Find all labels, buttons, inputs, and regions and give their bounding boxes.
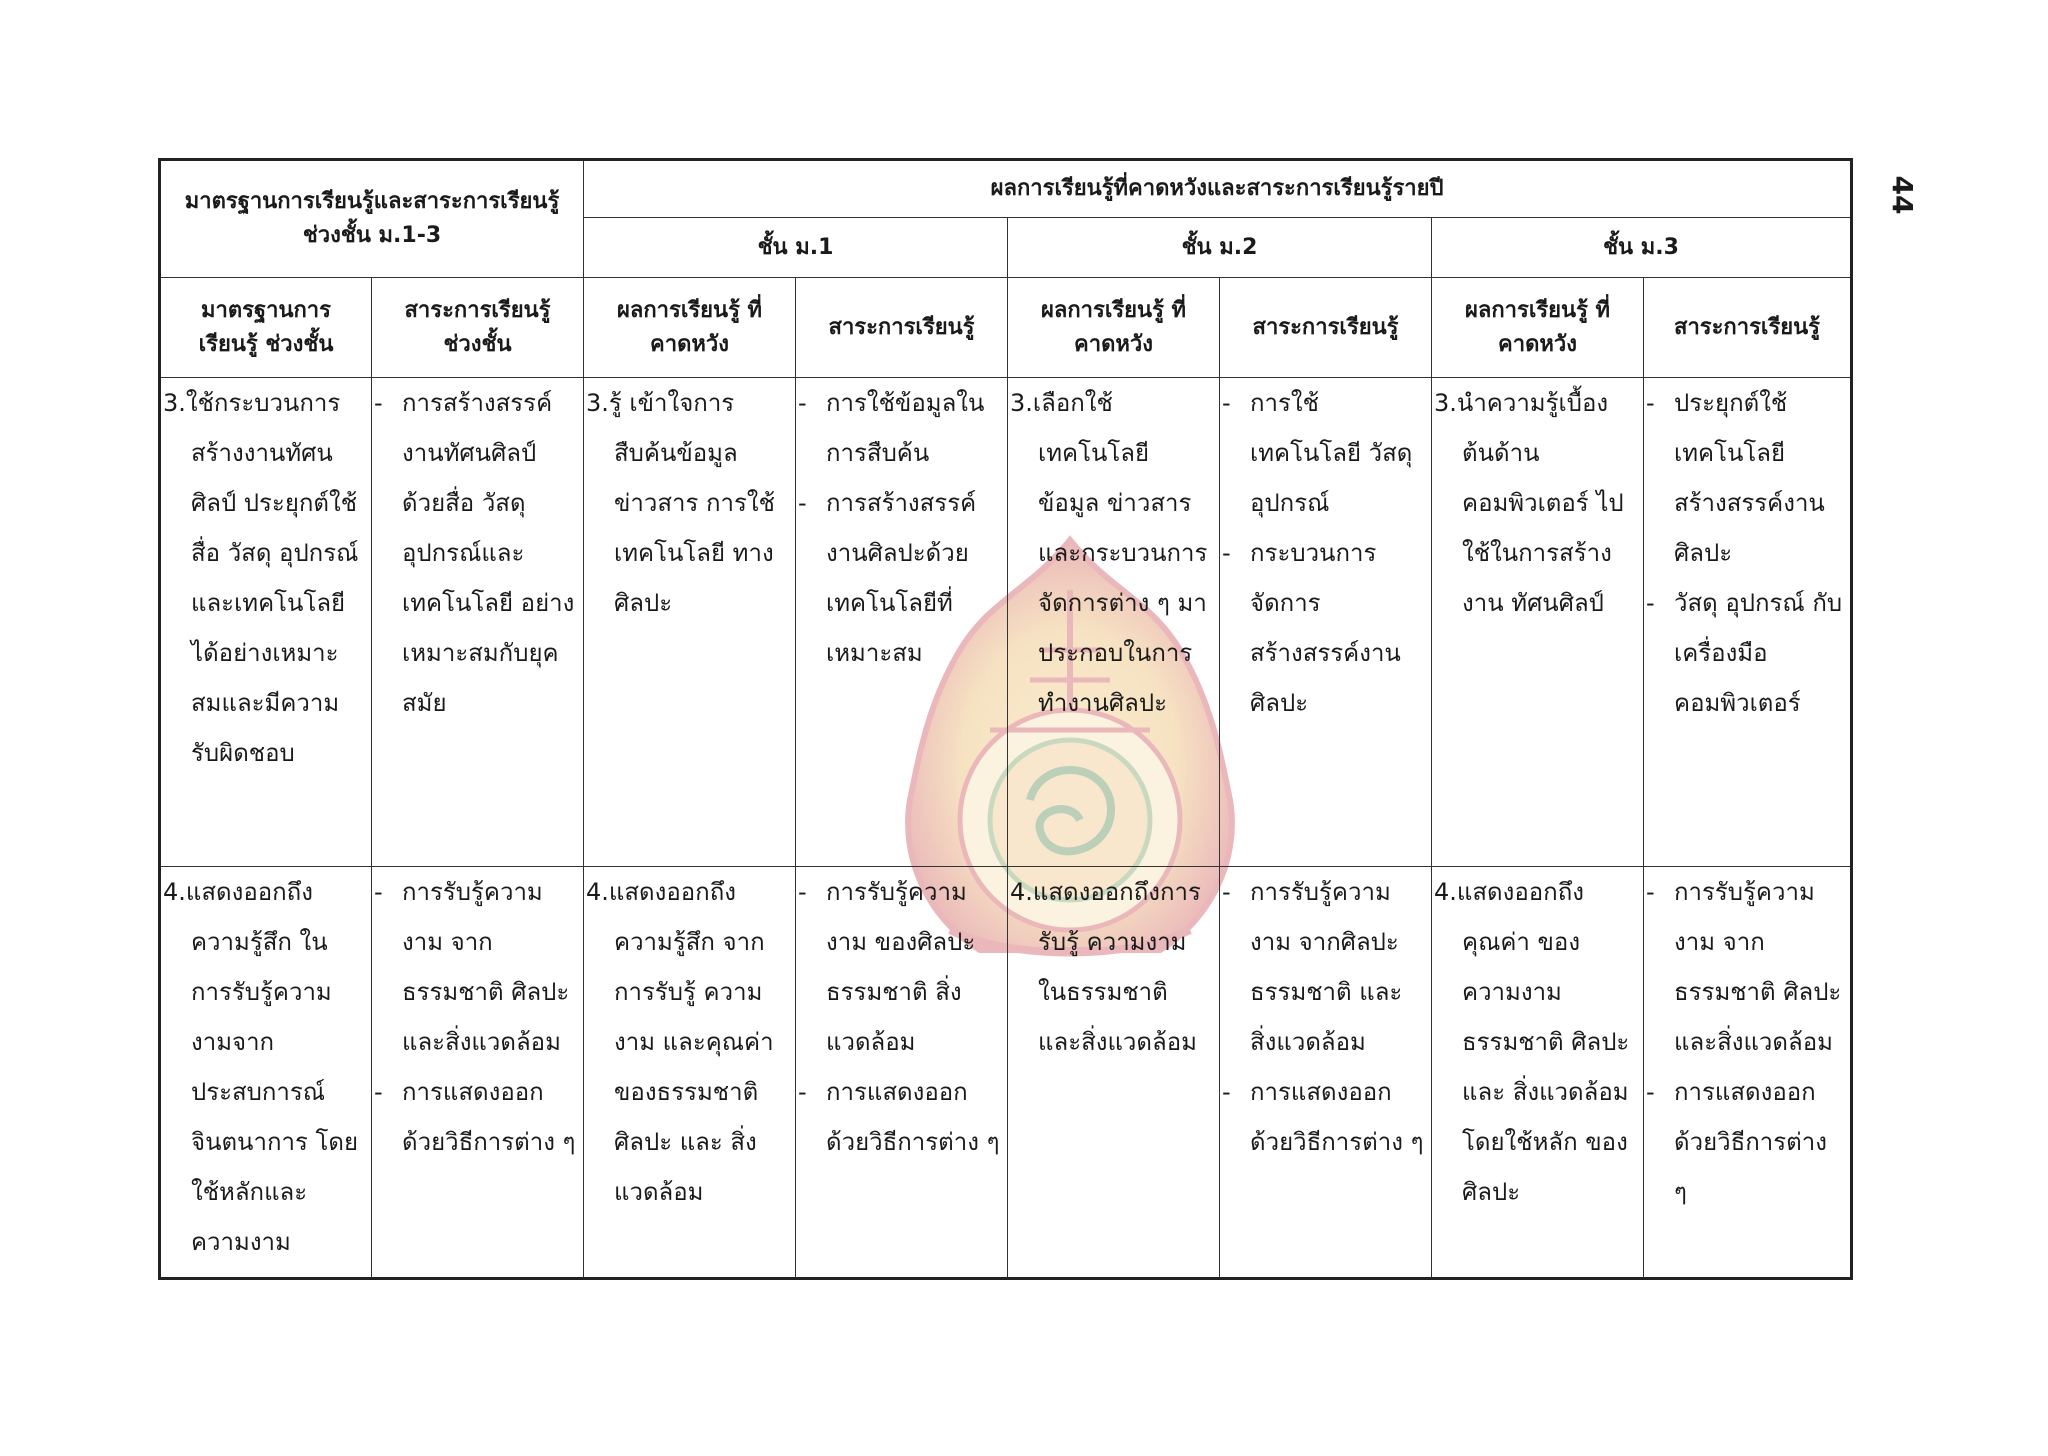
m1-outcome-cell	[584, 378, 796, 867]
header-m3-content: สาระการเรียนรู้	[1644, 278, 1852, 378]
m1-content-cell	[796, 867, 1008, 1279]
table-row	[160, 867, 1852, 1279]
content-range-cell	[372, 867, 584, 1279]
content-range-item: - การรับรู้ความงาม จากธรรมชาติ ศิลปะ และสิ่งแวดล้อม	[372, 867, 583, 1067]
standard-text: 4.แสดงออกถึงความรู้สึก ในการรับรู้ความงามจากประสบการณ์ จินตนาการ โดยใช้หลักและความงาม	[163, 878, 359, 1256]
page-number: 44	[1886, 175, 1920, 215]
header-m1-outcome-label: ผลการเรียนรู้ ที่คาดหวัง	[616, 297, 763, 357]
m2-content-item: - การใช้เทคโนโลยี วัสดุ อุปกรณ์	[1220, 378, 1431, 528]
m3-content-cell	[1644, 378, 1852, 867]
m2-content-cell	[1220, 867, 1432, 1279]
content-range-item: - การสร้างสรรค์งานทัศนศิลป์ ด้วยสื่อ วัสดุ อุปกรณ์และเทคโนโลยี อย่างเหมาะสมกับยุคสมัย	[372, 378, 583, 728]
header-m1-outcome	[584, 278, 796, 378]
standard-text: 3.ใช้กระบวนการสร้างงานทัศนศิลป์ ประยุกต์ใช้สื่อ วัสดุ อุปกรณ์ และเทคโนโลยี ได้อย่างเหมาะสมและมีความรับผิดชอบ	[163, 389, 359, 767]
m3-content-item: - วัสดุ อุปกรณ์ กับเครื่องมือคอมพิวเตอร์	[1644, 578, 1850, 728]
m3-outcome-text: 3.นำความรู้เบื้องต้นด้านคอมพิวเตอร์ ไปใช้ในการสร้างงาน ทัศนศิลป์	[1434, 389, 1624, 617]
m2-outcome-cell	[1008, 378, 1220, 867]
content-range-cell	[372, 378, 584, 867]
header-grade-m3: ชั้น ม.3	[1432, 218, 1852, 278]
m1-content-cell	[796, 378, 1008, 867]
m1-outcome-cell	[584, 867, 796, 1279]
m3-content-item: - ประยุกต์ใช้เทคโนโลยี สร้างสรรค์งานศิลปะ	[1644, 378, 1850, 578]
m1-content-item: - การสร้างสรรค์งานศิลปะด้วยเทคโนโลยีที่เหมาะสม	[796, 478, 1007, 678]
m1-content-item: - การใช้ข้อมูลในการสืบค้น	[796, 378, 1007, 478]
header-standard-label: มาตรฐานการเรียนรู้ ช่วงชั้น	[198, 297, 334, 357]
m2-content-item: - การแสดงออก ด้วยวิธีการต่าง ๆ	[1220, 1067, 1431, 1167]
header-m3-outcome	[1432, 278, 1644, 378]
curriculum-table	[158, 158, 1853, 1280]
m3-content-item: - การรับรู้ความงาม จากธรรมชาติ ศิลปะ และสิ่งแวดล้อม	[1644, 867, 1850, 1067]
m3-outcome-cell	[1432, 378, 1644, 867]
table-row	[160, 378, 1852, 867]
m1-outcome-text: 3.รู้ เข้าใจการสืบค้นข้อมูล ข่าวสาร การใช้เทคโนโลยี ทางศิลปะ	[586, 389, 775, 617]
m3-outcome-text: 4.แสดงออกถึงคุณค่า ของความงาม ธรรมชาติ ศิลปะ และ สิ่งแวดล้อม โดยใช้หลัก ของศิลปะ	[1434, 878, 1630, 1206]
header-standard-group-label: มาตรฐานการเรียนรู้และสาระการเรียนรู้ ช่วงชั้น ม.1-3	[184, 189, 560, 248]
m3-content-cell	[1644, 867, 1852, 1279]
header-grade-m2: ชั้น ม.2	[1008, 218, 1432, 278]
m2-outcome-cell	[1008, 867, 1220, 1279]
m1-content-item: - การรับรู้ความงาม ของศิลปะ ธรรมชาติ สิ่งแวดล้อม	[796, 867, 1007, 1067]
header-m1-content: สาระการเรียนรู้	[796, 278, 1008, 378]
header-m2-outcome-label: ผลการเรียนรู้ ที่คาดหวัง	[1040, 297, 1187, 357]
content-range-item: - การแสดงออก ด้วยวิธีการต่าง ๆ	[372, 1067, 583, 1167]
header-content-range-label: สาระการเรียนรู้ ช่วงชั้น	[404, 297, 551, 357]
header-standard	[160, 278, 372, 378]
m1-content-item: - การแสดงออก ด้วยวิธีการต่าง ๆ	[796, 1067, 1007, 1167]
m1-outcome-text: 4.แสดงออกถึงความรู้สึก จากการรับรู้ ความงาม และคุณค่า ของธรรมชาติ ศิลปะ และ สิ่งแวดล้อม	[586, 878, 774, 1206]
standard-cell	[160, 378, 372, 867]
header-m3-outcome-label: ผลการเรียนรู้ ที่คาดหวัง	[1464, 297, 1611, 357]
m3-outcome-cell	[1432, 867, 1644, 1279]
m2-content-item: - กระบวนการจัดการสร้างสรรค์งานศิลปะ	[1220, 528, 1431, 728]
header-m2-outcome	[1008, 278, 1220, 378]
m2-outcome-text: 4.แสดงออกถึงการรับรู้ ความงาม ในธรรมชาติ และสิ่งแวดล้อม	[1010, 878, 1201, 1056]
standard-cell	[160, 867, 372, 1279]
m3-content-item: - การแสดงออก ด้วยวิธีการต่าง ๆ	[1644, 1067, 1850, 1217]
header-grade-m1: ชั้น ม.1	[584, 218, 1008, 278]
header-yearly-group: ผลการเรียนรู้ที่คาดหวังและสาระการเรียนรู้รายปี	[584, 160, 1852, 218]
m2-content-cell	[1220, 378, 1432, 867]
header-standard-group	[160, 160, 584, 278]
header-content-range	[372, 278, 584, 378]
header-m2-content: สาระการเรียนรู้	[1220, 278, 1432, 378]
m2-content-item: - การรับรู้ความงาม จากศิลปะ ธรรมชาติ และสิ่งแวดล้อม	[1220, 867, 1431, 1067]
m2-outcome-text: 3.เลือกใช้เทคโนโลยี ข้อมูล ข่าวสาร และกระบวนการจัดการต่าง ๆ มาประกอบในการทำงานศิลปะ	[1010, 389, 1208, 717]
